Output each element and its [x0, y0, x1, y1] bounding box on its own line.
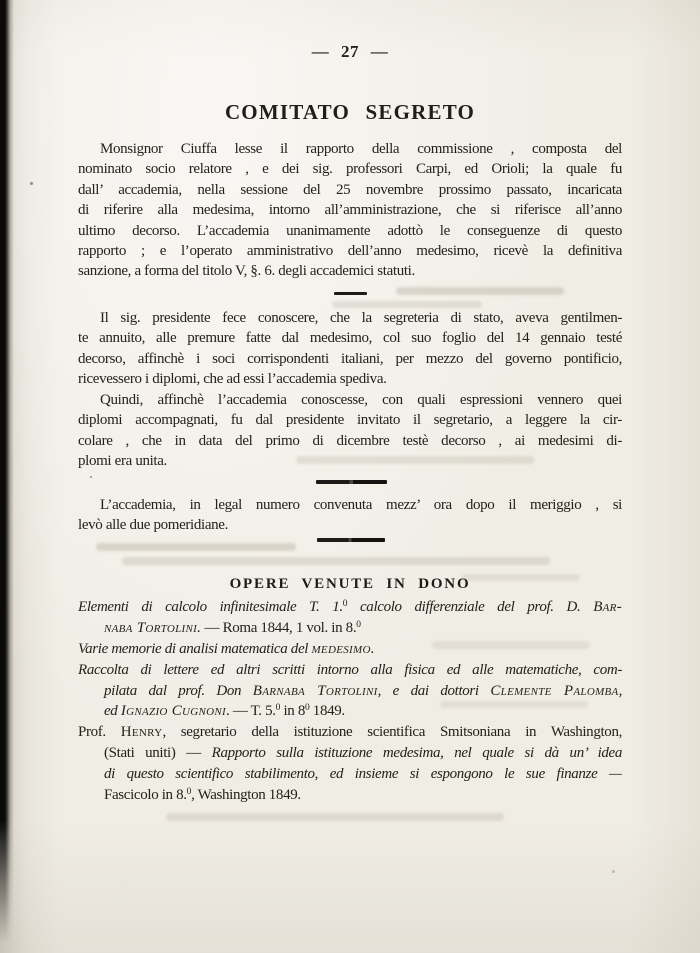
work-item-line	[78, 722, 622, 743]
work-title-text: .	[370, 640, 375, 657]
paragraph-adjournment	[78, 495, 622, 536]
text-line: plomi era unita.	[78, 453, 167, 470]
text-line: di riferire alla medesima, intorno all’amministrazione, che si riferisce all’anno	[78, 202, 622, 219]
text-line: Il sig. presidente fece conoscere, che la segreteria di stato, aveva gentilmen-	[100, 310, 622, 326]
work-item-line	[78, 743, 622, 764]
text-line: rapporto ; e l’operato amministrativo dell’anno medesimo, ricevè la definitiva	[78, 242, 622, 259]
author-description: (Stati uniti) —	[104, 745, 212, 762]
superscript-ordinal: 0	[304, 703, 310, 714]
donated-works-list	[78, 597, 622, 806]
text-line: ultimo decorso. L’accademia unanimamente adottò le conseguenze di questo	[78, 222, 622, 239]
work-title-text: Raccolta di lettere ed altri scritti intorno alla fisica ed alle matematiche, com-	[78, 661, 622, 678]
section-divider-rule	[316, 480, 387, 484]
dust-speck	[30, 182, 33, 185]
work-title-text: Varie memorie di analisi matematica del	[78, 640, 312, 657]
work-item-line	[78, 764, 622, 785]
text-line: Monsignor Ciuffa lesse il rapporto della commissione , composta del	[100, 141, 622, 157]
work-title-text: Elementi di calcolo infinitesimale T. 1.	[78, 599, 343, 615]
publication-info: Fascicolo in 8.	[104, 787, 187, 804]
page-number: — 27 —	[311, 42, 389, 61]
author-name: naba Tortolini.	[104, 619, 202, 636]
work-item-line	[78, 701, 622, 722]
paragraph-circular-letter	[78, 390, 622, 472]
dust-speck	[612, 870, 615, 873]
ink-bleed-artifact	[122, 557, 550, 565]
section-divider-rule	[334, 292, 367, 295]
ink-bleed-artifact	[96, 543, 296, 551]
work-item-line	[78, 639, 622, 660]
author-name: Ignazio Cugnoni	[120, 703, 227, 720]
publication-info: 1849.	[309, 703, 345, 720]
text-line: ricevessero i diplomi, che ad essi l’accademia spediva.	[78, 371, 387, 388]
superscript-ordinal: 0	[356, 619, 361, 630]
text-line: diplomi accompagnati, fu dal presidente invitato il segretario, a leggere la cir-	[78, 412, 622, 429]
text-line: te annuito, alle premure fatte dal medesimo, col suo foglio del 14 gennaio testé	[78, 330, 622, 347]
donated-works-heading: OPERE VENUTE IN DONO	[229, 576, 471, 593]
author-name: Barnaba Tortolini	[252, 682, 378, 699]
dust-speck	[90, 476, 92, 478]
text-line: decorso, affinchè i soci corrispondenti italiani, per mezzo del governo pontificio,	[78, 350, 622, 367]
work-title-text: pilata dal prof. Don	[104, 682, 253, 699]
paragraph-commission-report	[78, 139, 622, 282]
work-title-text: Rapporto sulla istituzione medesima, nel quale si dà un’ idea	[211, 745, 622, 762]
paragraph-secretary-of-state	[78, 308, 622, 390]
text-line: levò alle due pomeridiane.	[78, 517, 229, 534]
work-title-text: calcolo differenziale del prof. D.	[347, 599, 594, 615]
work-item-line	[78, 597, 622, 618]
publication-info: . — T. 5.	[226, 703, 276, 720]
text-line: L’accademia, in legal numero convenuta mezz’ ora dopo il meriggio , si	[100, 497, 622, 513]
text-line: dall’ accademia, nella sessione del 25 novembre prossimo passato, incaricata	[78, 181, 622, 198]
work-title-text: ed	[104, 703, 121, 720]
work-item-line	[78, 785, 622, 806]
publication-info: — Roma 1844, 1 vol. in 8.	[201, 619, 357, 636]
ink-bleed-artifact	[166, 813, 504, 821]
text-line: colare , che in data del primo di dicembre testè decorso , ai medesimi di-	[78, 432, 622, 449]
text-line: nominato socio relatore , e dei sig. professori Carpi, ed Orioli; la quale fu	[78, 161, 622, 178]
author-name: Bar-	[593, 599, 622, 615]
section-divider-rule	[317, 538, 385, 542]
work-item-line	[78, 618, 622, 639]
author-description: , segretario della istituzione scientifica Smitsoniana in Washington,	[162, 724, 622, 741]
scan-edge-shadow	[0, 0, 14, 953]
work-item-line	[78, 660, 622, 681]
text-line: Quindi, affinchè l’accademia conoscesse, con quali espressioni vennero quei	[100, 392, 622, 408]
author-name: Clemente Palomba	[490, 682, 619, 699]
superscript-ordinal: 0	[186, 787, 192, 798]
author-description: Prof.	[78, 724, 121, 741]
author-name: medesimo	[311, 640, 371, 657]
publication-info: in 8	[280, 703, 305, 720]
superscript-ordinal: 0	[275, 703, 281, 714]
ink-bleed-artifact	[332, 301, 482, 308]
author-name: Henry	[120, 724, 163, 741]
publication-info: , Washington 1849.	[191, 787, 301, 804]
section-title: COMITATO SEGRETO	[224, 100, 476, 125]
ink-bleed-artifact	[396, 287, 564, 295]
work-title-text: ,	[618, 682, 622, 699]
work-item-line	[78, 681, 622, 702]
work-title-text: , e dai dottori	[377, 682, 491, 699]
superscript-ordinal: 0	[342, 599, 348, 609]
work-title-text: di questo scientifico stabilimento, ed insieme si espongono le sue finanze —	[104, 766, 622, 783]
text-line: sanzione, a forma del titolo V, §. 6. degli accademici statuti.	[78, 263, 415, 280]
